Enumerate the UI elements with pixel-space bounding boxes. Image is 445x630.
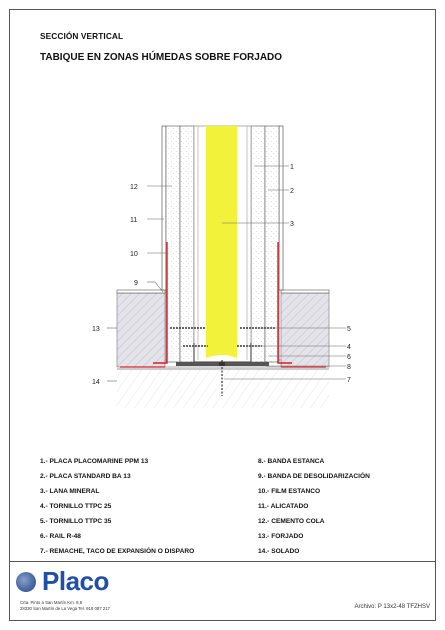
- legend-item-5: 5.- TORNILLO TTPC 35: [40, 518, 112, 525]
- legend-item-6: 6.- RAIL R-48: [40, 533, 81, 540]
- legend-item-8: 8.- BANDA ESTANCA: [258, 458, 325, 465]
- callout-13: 13: [92, 326, 100, 333]
- callout-3: 3: [290, 221, 294, 228]
- legend-item-13: 13.- FORJADO: [258, 533, 304, 540]
- address-line-1: Crta. Pinto a San Martín Km. 8,9: [20, 600, 83, 605]
- callout-10: 10: [130, 251, 138, 258]
- legend-item-1: 1.- PLACA PLACOMARINE PPM 13: [40, 458, 149, 465]
- callout-4: 4: [347, 344, 351, 351]
- legend-item-10: 10.- FILM ESTANCO: [258, 488, 321, 495]
- callout-9: 9: [134, 280, 138, 287]
- address-line-2: 28330 San Martín de La Vega Tel. 918 087 217: [20, 606, 110, 611]
- callout-11: 11: [130, 217, 138, 224]
- placo-logo-icon: [16, 572, 36, 592]
- callout-6: 6: [347, 354, 351, 361]
- legend-item-4: 4.- TORNILLO TTPC 25: [40, 503, 112, 510]
- section-subtitle: SECCIÓN VERTICAL: [40, 31, 124, 41]
- callout-2: 2: [290, 188, 294, 195]
- legend-item-3: 3.- LANA MINERAL: [40, 488, 100, 495]
- callout-5: 5: [347, 326, 351, 333]
- callout-7: 7: [347, 377, 351, 384]
- company-address: [20, 600, 110, 612]
- footer-divider: [9, 561, 436, 562]
- legend-item-12: 12.- CEMENTO COLA: [258, 518, 325, 525]
- legend-item-9: 9.- BANDA DE DESOLIDARIZACIÓN: [258, 473, 370, 480]
- brand-logo: Placo: [42, 566, 109, 596]
- legend-item-11: 11.- ALICATADO: [258, 503, 309, 510]
- callout-14: 14: [92, 379, 100, 386]
- callout-8: 8: [347, 364, 351, 371]
- callout-1: 1: [290, 164, 294, 171]
- drawing-title: TABIQUE EN ZONAS HÚMEDAS SOBRE FORJADO: [40, 52, 283, 63]
- legend-item-14: 14.- SOLADO: [258, 548, 300, 555]
- mineral-wool: [206, 126, 237, 358]
- legend-item-7: 7.- REMACHE, TACO DE EXPANSIÓN O DISPARO: [40, 548, 195, 555]
- legend-item-2: 2.- PLACA STANDARD BA 13: [40, 473, 131, 480]
- callout-12: 12: [130, 184, 138, 191]
- archive-reference: Archivo: P 13x2-48 TFZHSV: [354, 604, 430, 610]
